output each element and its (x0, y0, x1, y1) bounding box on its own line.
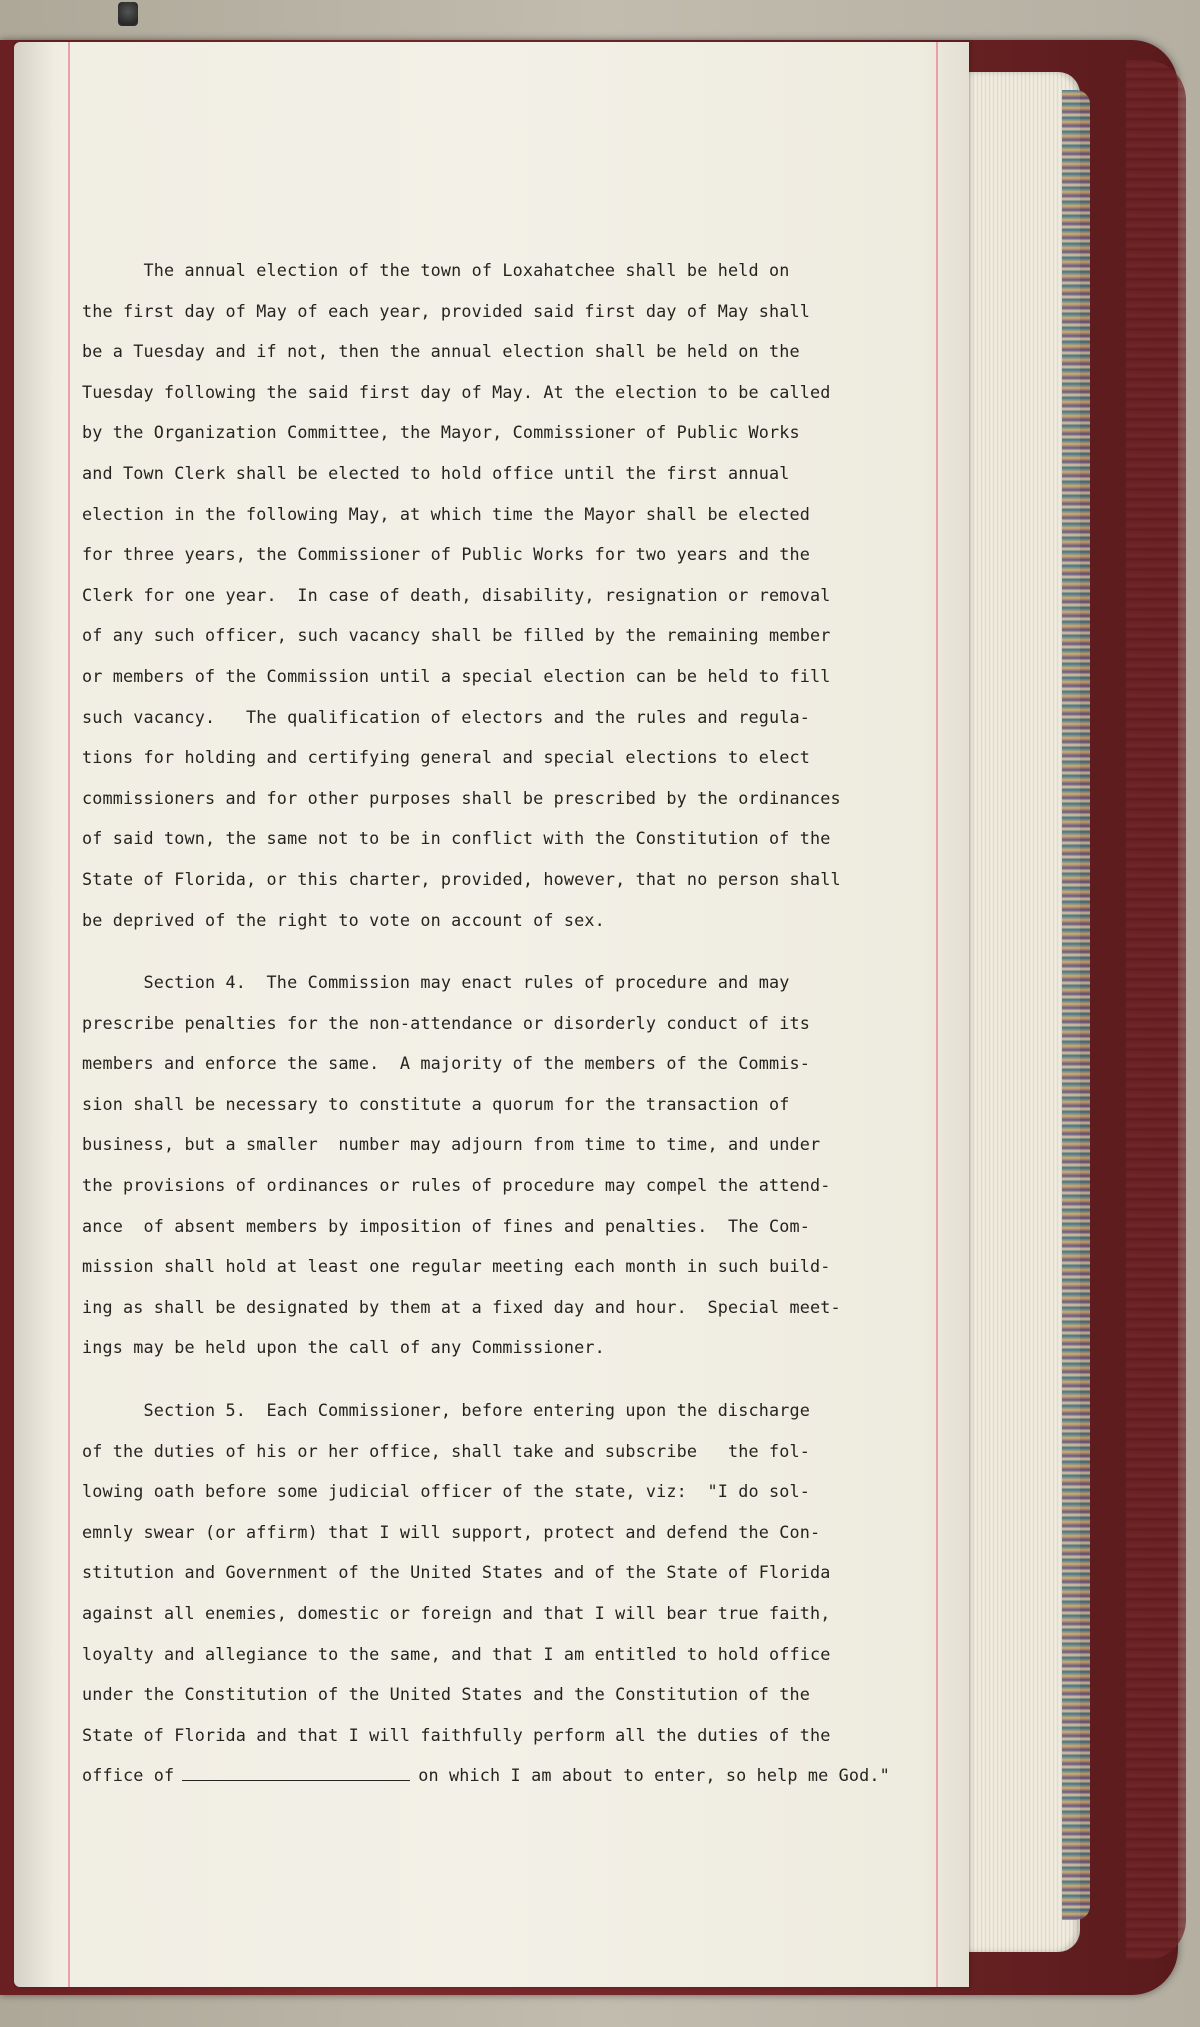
text-line: and Town Clerk shall be elected to hold office until the first annual (82, 462, 790, 483)
right-margin-line (936, 42, 938, 1987)
text-line: stitution and Government of the United States and of the State of Florida (82, 1562, 831, 1583)
binding-texture (1126, 60, 1186, 1960)
text-line: emnly swear (or affirm) that I will support, protect and defend the Con- (82, 1521, 821, 1542)
text-line: prescribe penalties for the non-attendance or disorderly conduct of its (82, 1012, 810, 1033)
text-line: State of Florida and that I will faithfully perform all the duties of the (82, 1724, 831, 1745)
text-line: or members of the Commission until a special election can be held to fill (82, 665, 831, 686)
text-line: of said town, the same not to be in conflict with the Constitution of the (82, 828, 831, 849)
text-line: be a Tuesday and if not, then the annual election shall be held on the (82, 341, 800, 362)
office-of-label: office of (82, 1765, 175, 1786)
text-line: tions for holding and certifying general and special elections to elect (82, 747, 810, 768)
text-line: Clerk for one year. In case of death, disability, resignation or removal (82, 584, 831, 605)
text-line: ing as shall be designated by them at a fixed day and hour. Special meet- (82, 1296, 841, 1317)
text-line: of the duties of his or her office, shall take and subscribe the fol- (82, 1440, 810, 1461)
text-line: sion shall be necessary to constitute a quorum for the transaction of (82, 1093, 790, 1114)
text-line: ings may be held upon the call of any Commissioner. (82, 1337, 605, 1358)
gutter-shadow (14, 42, 54, 1987)
office-blank-field (182, 1762, 410, 1781)
text-line: mission shall hold at least one regular meeting each month in such build- (82, 1256, 831, 1277)
text-line: commissioners and for other purposes shall be prescribed by the ordinances (82, 787, 841, 808)
paragraph-section-5 (82, 1390, 922, 1755)
text-line: Tuesday following the said first day of May. At the election to be called (82, 381, 831, 402)
text-line: the first day of May of each year, provided said first day of May shall (82, 300, 810, 321)
oath-final-line (82, 1755, 922, 1796)
marbled-page-edge (1062, 90, 1090, 1920)
text-line: Section 4. The Commission may enact rules of procedure and may (82, 972, 790, 993)
paragraph-section-4 (82, 962, 922, 1368)
page-block-edges (950, 72, 1080, 1952)
typed-text-body (82, 250, 922, 1796)
text-line: Section 5. Each Commissioner, before entering upon the discharge (82, 1400, 810, 1421)
left-margin-line (68, 42, 70, 1987)
text-line: under the Constitution of the United States and the Constitution of the (82, 1684, 810, 1705)
text-line: members and enforce the same. A majority of the members of the Commis- (82, 1053, 810, 1074)
text-line: be deprived of the right to vote on account of sex. (82, 909, 605, 930)
text-line: business, but a smaller number may adjourn from time to time, and under (82, 1134, 821, 1155)
binder-clip-icon (118, 2, 138, 26)
paragraph-election (82, 250, 922, 940)
text-line: The annual election of the town of Loxahatchee shall be held on (82, 260, 790, 280)
text-line: of any such officer, such vacancy shall be filled by the remaining member (82, 625, 831, 646)
text-line: such vacancy. The qualification of electors and the rules and regula- (82, 706, 810, 727)
text-line: State of Florida, or this charter, provided, however, that no person shall (82, 868, 841, 889)
text-line: by the Organization Committee, the Mayor, Commissioner of Public Works (82, 422, 800, 443)
text-line: ance of absent members by imposition of fines and penalties. The Com- (82, 1215, 810, 1236)
oath-closing-text: on which I am about to enter, so help me God." (418, 1765, 890, 1786)
text-line: election in the following May, at which time the Mayor shall be elected (82, 503, 810, 524)
text-line: lowing oath before some judicial officer of the state, viz: "I do sol- (82, 1481, 810, 1502)
text-line: loyalty and allegiance to the same, and that I am entitled to hold office (82, 1643, 831, 1664)
text-line: for three years, the Commissioner of Public Works for two years and the (82, 544, 810, 565)
text-line: the provisions of ordinances or rules of procedure may compel the attend- (82, 1175, 831, 1196)
text-line: against all enemies, domestic or foreign and that I will bear true faith, (82, 1603, 831, 1623)
